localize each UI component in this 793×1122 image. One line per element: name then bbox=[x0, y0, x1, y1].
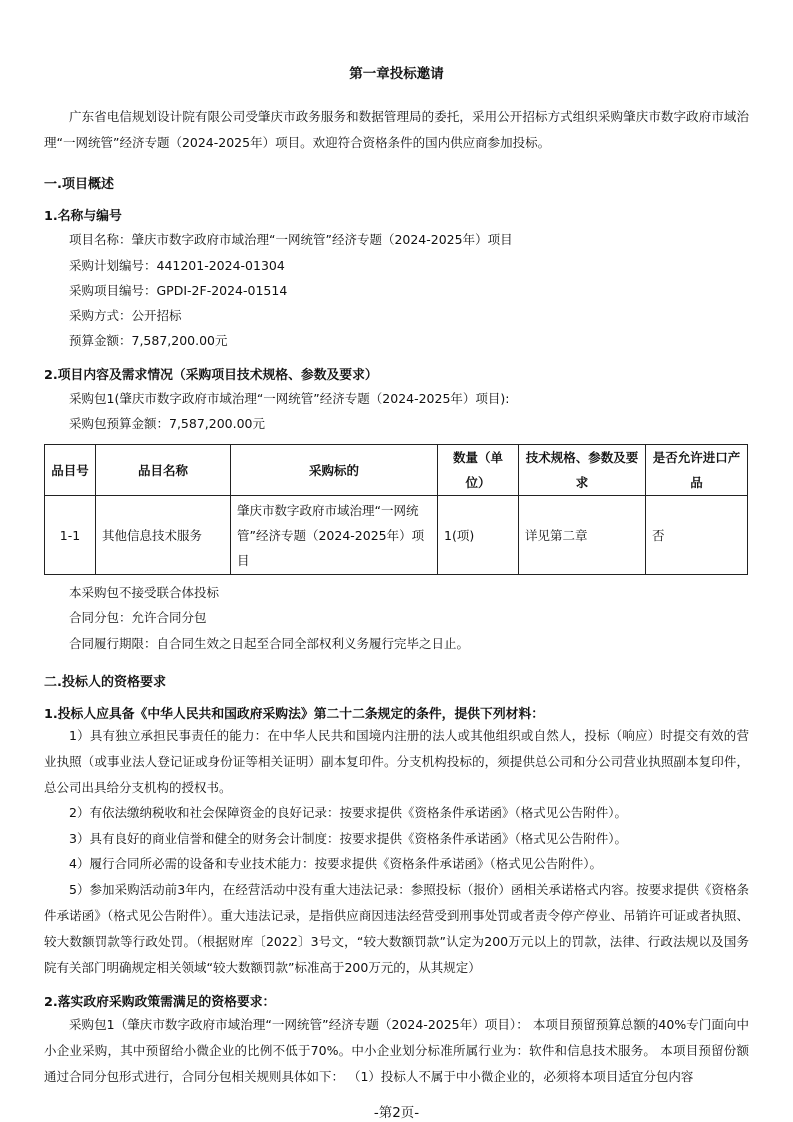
project-name-line: 项目名称：肇庆市数字政府市域治理“一网统管”经济专题（2024-2025年）项目 bbox=[69, 232, 513, 247]
subcontract-line: 合同分包：允许合同分包 bbox=[69, 610, 207, 625]
header-subject: 采购标的 bbox=[231, 445, 438, 496]
cell-item-no: 1-1 bbox=[45, 496, 96, 575]
qualification-item-3: 3）具有良好的商业信誉和健全的财务会计制度：按要求提供《资格条件承诺函》（格式见公告附件）。 bbox=[69, 831, 627, 846]
procurement-method-line: 采购方式：公开招标 bbox=[69, 308, 182, 323]
table-header-row bbox=[45, 445, 748, 496]
budget-line: 预算金额：7,587,200.00元 bbox=[69, 333, 228, 348]
qualification-item-4: 4）履行合同所必需的设备和专业技术能力：按要求提供《资格条件承诺函》（格式见公告附件）。 bbox=[69, 856, 602, 871]
policy-paragraph: 采购包1（肇庆市数字政府市域治理“一网统管”经济专题（2024-2025年）项目）： 本项目预留预算总额的40%专门面向中小企业采购，其中预留给小微企业的比例不低于70%。中小企业划分标准所属行业为：软件和信息技术服务。 本项目预留份额通过合同分包形式进行，合同分包相关规则具体如下： （1）投标人不属于中小微企业的，必须将本项目适宜分包内容 bbox=[44, 1017, 749, 1084]
cell-quantity: 1(项) bbox=[438, 496, 519, 575]
page-number: -第2页- bbox=[373, 1105, 420, 1121]
qualification-item-1: 1）具有独立承担民事责任的能力：在中华人民共和国境内注册的法人或其他组织或自然人，投标（响应）时提交有效的营业执照（或事业法人登记证或身份证等相关证明）副本复印件。分支机构投标的，须提供总公司和分公司营业执照副本复印件，总公司出具给分支机构的授权书。 bbox=[44, 728, 749, 795]
subheading-conditions: 1.投标人应具备《中华人民共和国政府采购法》第二十二条规定的条件，提供下列材料： bbox=[44, 707, 545, 722]
consortium-line: 本采购包不接受联合体投标 bbox=[69, 585, 220, 600]
cell-import: 否 bbox=[646, 496, 748, 575]
package-line: 采购包1(肇庆市数字政府市域治理“一网统管”经济专题（2024-2025年）项目): bbox=[69, 391, 510, 406]
project-number-line: 采购项目编号：GPDI-2F-2024-01514 bbox=[69, 283, 288, 298]
header-item-no: 品目号 bbox=[45, 445, 96, 496]
subheading-requirements: 2.项目内容及需求情况（采购项目技术规格、参数及要求） bbox=[44, 368, 378, 383]
header-import: 是否允许进口产品 bbox=[646, 445, 748, 496]
subheading-policy: 2.落实政府采购政策需满足的资格要求： bbox=[44, 995, 276, 1010]
subheading-name-number: 1.名称与编号 bbox=[44, 209, 122, 224]
table-row bbox=[45, 496, 748, 575]
qualification-item-5: 5）参加采购活动前3年内，在经营活动中没有重大违法记录：参照投标（报价）函相关承诺格式内容。按要求提供《资格条件承诺函》（格式见公告附件）。重大违法记录，是指供应商因违法经营受到刑事处罚或者责令停产停业、吊销许可证或者执照、较大数额罚款等行政处罚。（根据财库〔2022〕3号文，“较大数额罚款”认定为200万元以上的罚款，法律、行政法规以及国务院有关部门明确规定相关领域“较大数额罚款”标准高于200万元的，从其规定） bbox=[44, 882, 749, 975]
package-budget-line: 采购包预算金额：7,587,200.00元 bbox=[69, 416, 265, 431]
cell-subject: 肇庆市数字政府市域治理“一网统管”经济专题（2024-2025年）项目 bbox=[231, 496, 438, 575]
section-heading-overview: 一.项目概述 bbox=[44, 177, 114, 192]
header-spec: 技术规格、参数及要求 bbox=[519, 445, 646, 496]
section-heading-qualification: 二.投标人的资格要求 bbox=[44, 675, 166, 690]
plan-number-line: 采购计划编号：441201-2024-01304 bbox=[69, 258, 285, 273]
page-title: 第一章投标邀请 bbox=[349, 66, 444, 82]
header-item-name: 品目名称 bbox=[96, 445, 231, 496]
cell-spec: 详见第二章 bbox=[519, 496, 646, 575]
contract-period-line: 合同履行期限：自合同生效之日起至合同全部权利义务履行完毕之日止。 bbox=[69, 636, 470, 651]
items-table bbox=[44, 444, 748, 575]
qualification-item-2: 2）有依法缴纳税收和社会保障资金的良好记录：按要求提供《资格条件承诺函》（格式见公告附件）。 bbox=[69, 805, 627, 820]
intro-paragraph: 广东省电信规划设计院有限公司受肇庆市政务服务和数据管理局的委托，采用公开招标方式组织采购肇庆市数字政府市域治理“一网统管”经济专题（2024-2025年）项目。欢迎符合资格条件的国内供应商参加投标。 bbox=[44, 109, 749, 150]
header-quantity: 数量（单位） bbox=[438, 445, 519, 496]
cell-item-name: 其他信息技术服务 bbox=[96, 496, 231, 575]
